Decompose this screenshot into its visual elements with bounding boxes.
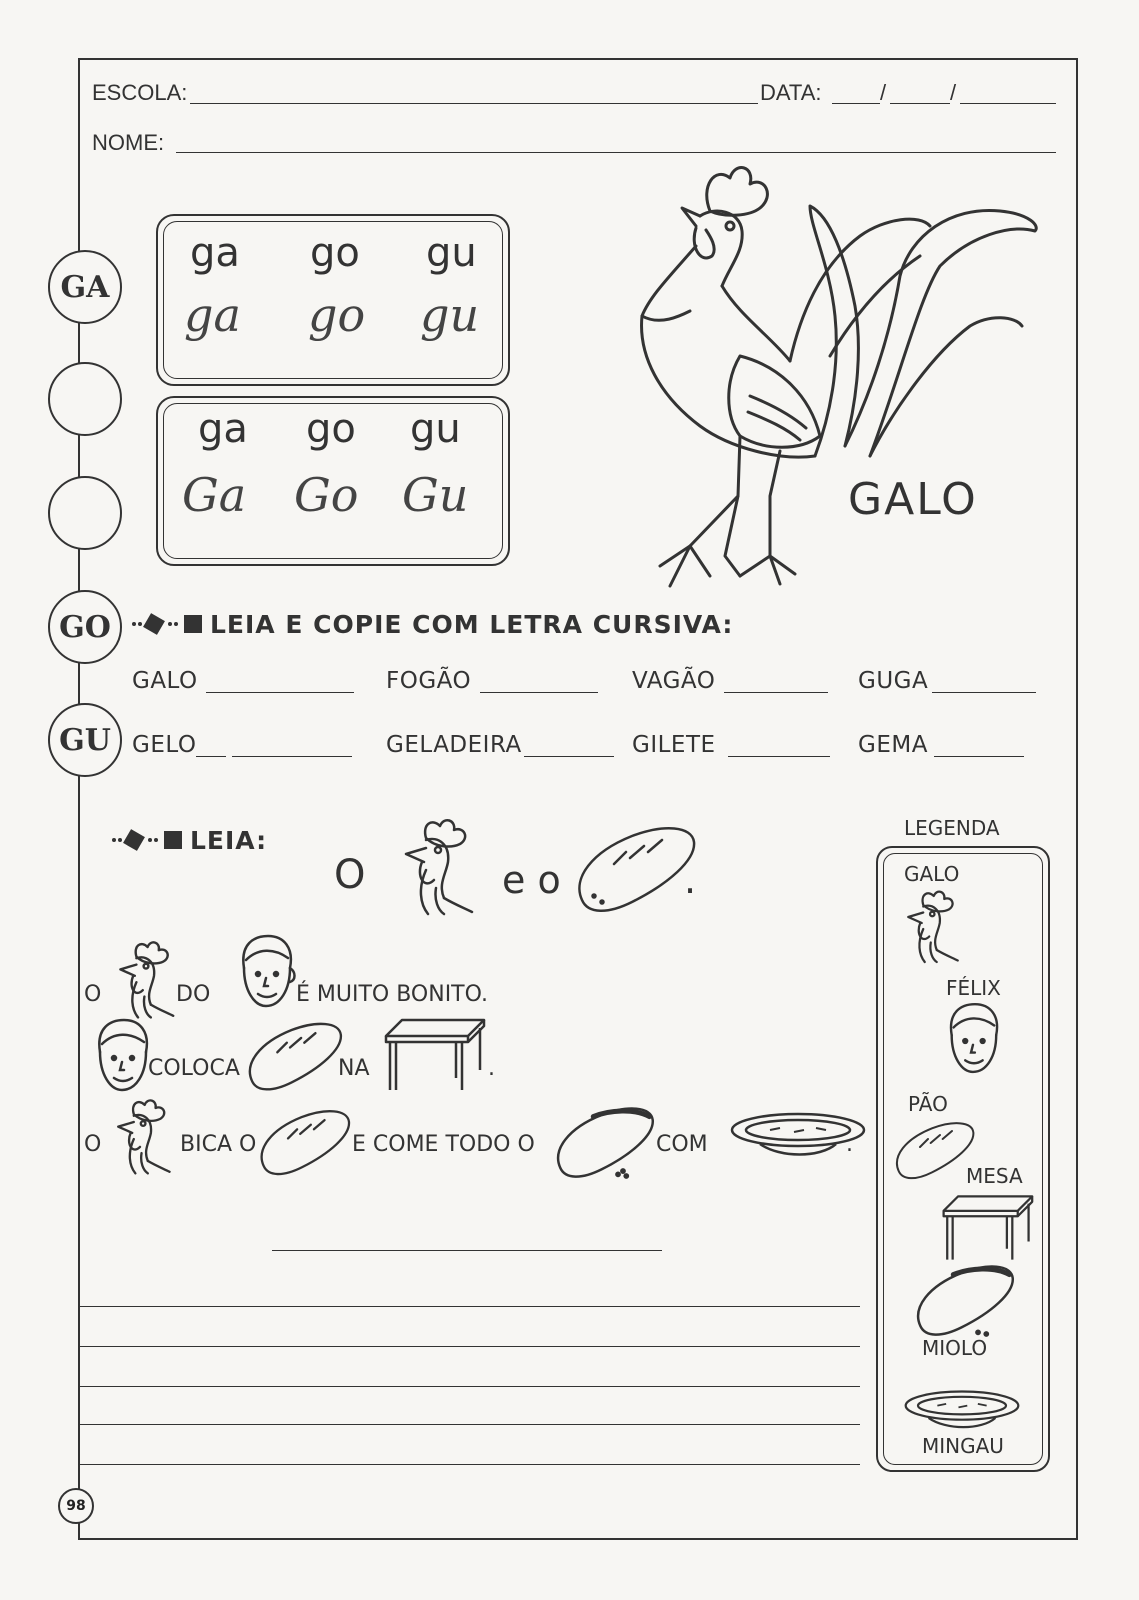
- sentence-word: E COME TODO O: [352, 1132, 535, 1157]
- school-field[interactable]: [190, 103, 758, 104]
- syllable-cursive: Ga: [182, 468, 247, 522]
- copy-answer-line[interactable]: [934, 756, 1024, 757]
- copy-answer-line[interactable]: [728, 756, 830, 757]
- legend-label: MIOLO: [922, 1336, 988, 1360]
- name-label: NOME:: [92, 130, 165, 155]
- rooster-head-icon: [112, 1098, 182, 1174]
- arrow-bullet-icon: [110, 828, 186, 852]
- boy-face-icon: [942, 1002, 1002, 1078]
- copy-word: GILETE: [632, 732, 716, 758]
- legend-label: MESA: [966, 1164, 1023, 1188]
- copy-word: GUGA: [858, 668, 929, 694]
- sentence-word: O: [84, 1132, 102, 1157]
- side-circle-blank[interactable]: [48, 476, 122, 550]
- sentence-word: DO: [176, 982, 211, 1007]
- sentence-word: BICA O: [180, 1132, 257, 1157]
- sentence-word: NA: [338, 1056, 370, 1081]
- school-label: ESCOLA:: [92, 80, 188, 105]
- syllable-box-lowercase: [156, 214, 510, 386]
- big-sentence-middle: e o: [502, 858, 561, 902]
- syllable-cursive: ga: [184, 288, 241, 342]
- date-label: DATA:: [760, 80, 822, 105]
- syllable-cursive: gu: [420, 288, 480, 342]
- legend-title: LEGENDA: [904, 816, 1000, 840]
- syllable-cursive: Gu: [402, 468, 469, 522]
- copy-section-title: LEIA E COPIE COM LETRA CURSIVA:: [210, 610, 734, 639]
- bread-icon: [572, 824, 698, 916]
- name-field[interactable]: [176, 152, 1056, 153]
- sentence-word: .: [488, 1056, 495, 1081]
- answer-line[interactable]: [272, 1250, 662, 1251]
- copy-word: GEMA: [858, 732, 928, 758]
- copy-word: GELADEIRA: [386, 732, 522, 758]
- copy-answer-line[interactable]: [724, 692, 828, 693]
- copy-answer-line[interactable]: [232, 756, 352, 757]
- bread-icon: [244, 1018, 344, 1096]
- sentence-word: COLOCA: [148, 1056, 240, 1081]
- table-icon: [940, 1194, 1034, 1262]
- boy-face-icon: [90, 1018, 152, 1096]
- rooster-head-icon: [398, 818, 488, 914]
- date-separator: /: [950, 80, 957, 105]
- syllable-print: gu: [426, 230, 477, 276]
- sentence-word: COM: [656, 1132, 708, 1157]
- legend-label: MINGAU: [922, 1434, 1004, 1458]
- side-circle-ga: GA: [48, 250, 122, 324]
- syllable-box-uppercase: [156, 396, 510, 566]
- boy-face-icon: [234, 934, 296, 1012]
- big-sentence-end: .: [684, 858, 697, 902]
- arrow-bullet-icon: [130, 612, 206, 636]
- big-sentence-start: O: [334, 852, 366, 898]
- date-year-field[interactable]: [960, 103, 1056, 104]
- syllable-cursive: go: [308, 288, 366, 342]
- copy-answer-line[interactable]: [524, 756, 614, 757]
- page-number: 98: [58, 1488, 94, 1524]
- syllable-print: go: [306, 406, 356, 452]
- rooster-illustration: [630, 156, 1050, 586]
- writing-line[interactable]: [78, 1386, 860, 1387]
- porridge-bowl-icon: [894, 1388, 1030, 1432]
- writing-line[interactable]: [78, 1306, 860, 1307]
- legend-box: [876, 846, 1050, 1472]
- writing-line[interactable]: [78, 1346, 860, 1347]
- date-month-field[interactable]: [890, 103, 950, 104]
- bread-crumb-icon: [552, 1102, 656, 1184]
- copy-word: GALO: [132, 668, 198, 694]
- copy-word: VAGÃO: [632, 668, 716, 694]
- bread-crumb-icon: [912, 1260, 1016, 1342]
- table-icon: [382, 1018, 486, 1092]
- writing-line[interactable]: [78, 1424, 860, 1425]
- copy-answer-line[interactable]: [206, 692, 354, 693]
- sentence-word: .: [846, 1132, 853, 1157]
- syllable-print: ga: [190, 230, 240, 276]
- legend-label: GALO: [904, 862, 960, 886]
- syllable-print: ga: [198, 406, 248, 452]
- date-day-field[interactable]: [832, 103, 880, 104]
- writing-line[interactable]: [78, 1464, 860, 1465]
- read-section-title: LEIA:: [190, 826, 268, 855]
- legend-label: FÉLIX: [946, 976, 1001, 1000]
- copy-answer-line[interactable]: [480, 692, 598, 693]
- date-separator: /: [880, 80, 887, 105]
- copy-answer-line[interactable]: [932, 692, 1036, 693]
- rooster-head-icon: [902, 890, 970, 962]
- syllable-print: go: [310, 230, 360, 276]
- rooster-caption: GALO: [848, 474, 978, 525]
- side-circle-gu: GU: [48, 703, 122, 777]
- syllable-cursive: Go: [294, 468, 359, 522]
- copy-word: GELO: [132, 732, 197, 758]
- side-circle-go: GO: [48, 590, 122, 664]
- legend-label: PÃO: [908, 1092, 948, 1116]
- syllable-print: gu: [410, 406, 461, 452]
- side-circle-blank[interactable]: [48, 362, 122, 436]
- copy-answer-line[interactable]: [196, 756, 226, 757]
- sentence-word: É MUITO BONITO.: [296, 982, 489, 1007]
- bread-icon: [892, 1116, 976, 1186]
- sentence-word: O: [84, 982, 102, 1007]
- copy-word: FOGÃO: [386, 668, 472, 694]
- bread-icon: [256, 1104, 352, 1182]
